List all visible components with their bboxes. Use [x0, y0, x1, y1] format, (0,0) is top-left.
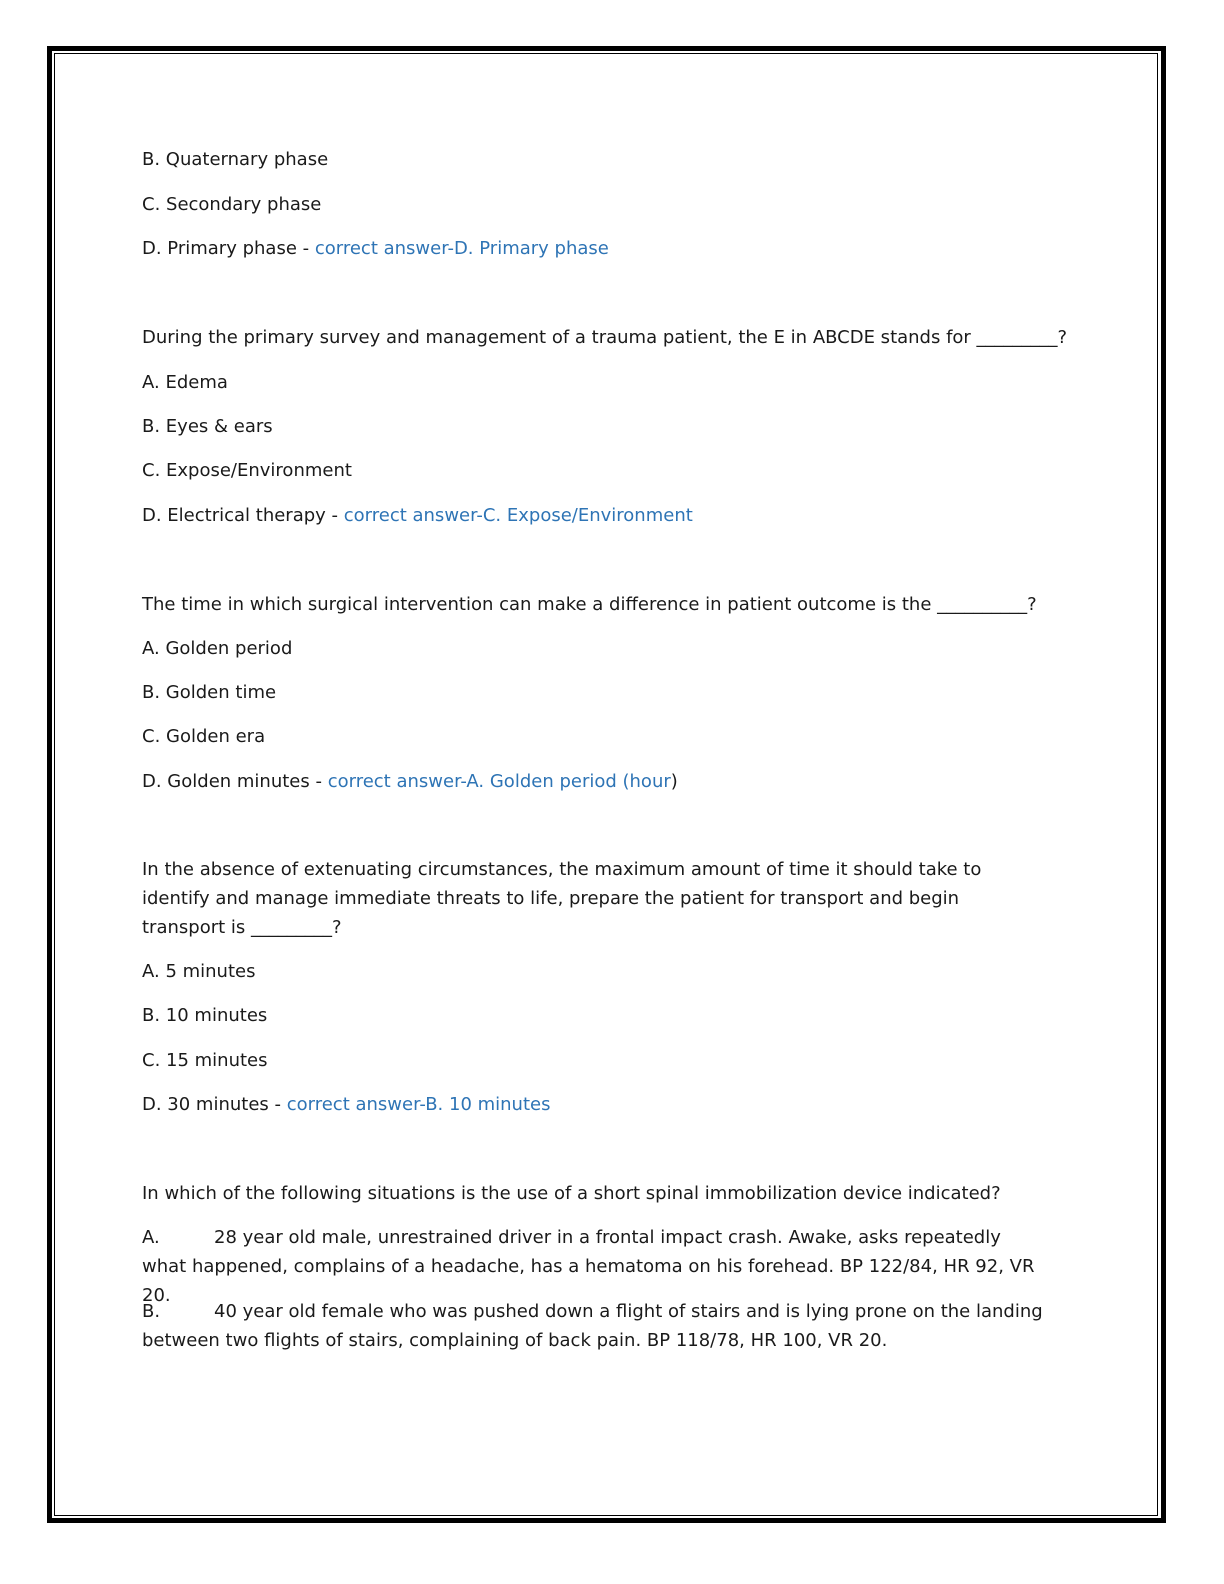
q1-question: During the primary survey and management of a trauma patient, the E in ABCDE stands for _________?	[142, 327, 1068, 348]
q0-option-c: C. Secondary phase	[142, 194, 322, 215]
q3-option-d-text: D. 30 minutes -	[142, 1094, 287, 1115]
q4-option-b-letter: B.	[142, 1301, 161, 1322]
q4-option-a-text: 28 year old male, unrestrained driver in a frontal impact crash. Awake, asks repeatedly what happened, complains of a headache, has a hematoma on his forehead. BP 122/84, HR 92, VR 20.	[142, 1227, 1035, 1306]
q0-option-d	[142, 238, 609, 260]
q1-option-d-text: D. Electrical therapy -	[142, 505, 344, 526]
q1-option-d	[142, 505, 693, 527]
q3-question: In the absence of extenuating circumstances, the maximum amount of time it should take to identify and manage immediate threats to life, prepare the patient for transport and begin transport is _________?	[142, 859, 982, 938]
q1-correct-answer: correct answer-C. Expose/Environment	[343, 505, 693, 526]
q2-option-b: B. Golden time	[142, 682, 277, 703]
q0-correct-answer: correct answer-D. Primary phase	[314, 238, 609, 259]
q1-option-a: A. Edema	[142, 372, 228, 393]
q3-correct-answer: correct answer-B. 10 minutes	[286, 1094, 551, 1115]
q3-option-b: B. 10 minutes	[142, 1005, 268, 1026]
q3-option-d	[142, 1094, 550, 1116]
q2-option-c: C. Golden era	[142, 726, 266, 747]
q2-correct-answer: correct answer-A. Golden period (hour	[327, 771, 671, 792]
q3-option-a: A. 5 minutes	[142, 961, 256, 982]
q3-option-c: C. 15 minutes	[142, 1050, 268, 1071]
q2-option-d	[142, 771, 678, 793]
q4-option-b	[142, 1297, 1047, 1355]
q0-option-b: B. Quaternary phase	[142, 149, 329, 170]
q4-option-b-text: 40 year old female who was pushed down a flight of stairs and is lying prone on the landing between two flights of stairs, complaining of back pain. BP 118/78, HR 100, VR 20.	[142, 1301, 1043, 1351]
q2-option-d-text: D. Golden minutes -	[142, 771, 328, 792]
q2-option-a: A. Golden period	[142, 638, 293, 659]
q0-option-d-text: D. Primary phase -	[142, 238, 315, 259]
q4-option-a-letter: A.	[142, 1227, 160, 1248]
q2-answer-tail: )	[670, 771, 678, 792]
q1-option-c: C. Expose/Environment	[142, 460, 352, 481]
q2-question: The time in which surgical intervention can make a difference in patient outcome is the __________?	[142, 594, 1037, 615]
q1-option-b: B. Eyes & ears	[142, 416, 273, 437]
q4-question: In which of the following situations is the use of a short spinal immobilization device indicated?	[142, 1183, 1001, 1204]
